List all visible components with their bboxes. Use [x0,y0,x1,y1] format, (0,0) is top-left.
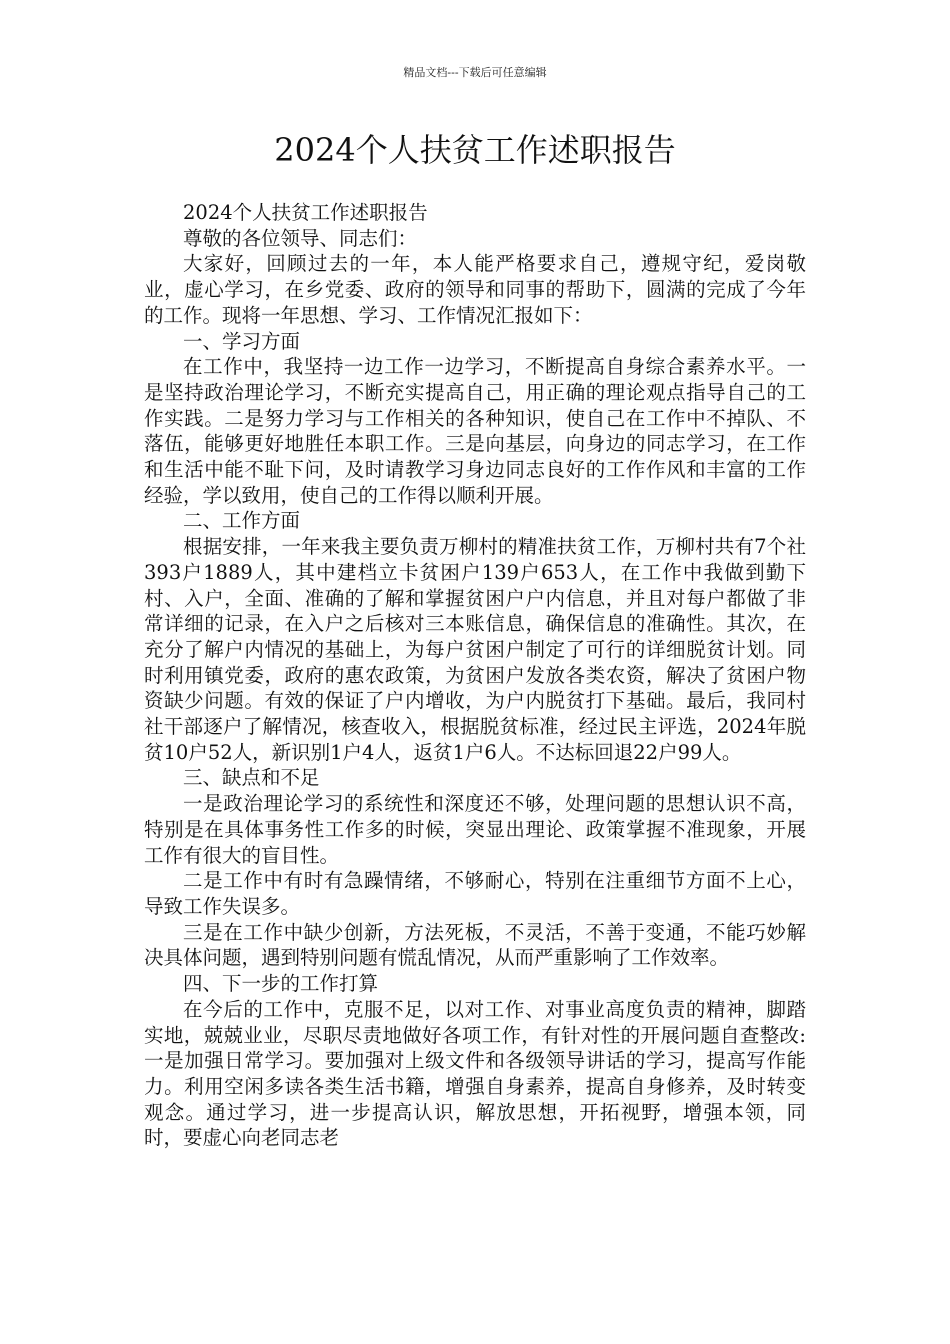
body-paragraph: 大家好，回顾过去的一年，本人能严格要求自己，遵规守纪，爱岗敬业，虚心学习，在乡党委、政府的领导和同事的帮助下，圆满的完成了今年的工作。现将一年思想、学习、工作情况汇报如下： [144,252,806,327]
body-paragraph: 根据安排，一年来我主要负责万柳村的精准扶贫工作，万柳村共有7个社393户1889人，其中建档立卡贫困户139户653人，在工作中我做到勤下村、入户，全面、准确的了解和掌握贫困户户内信息，并且对每户都做了非常详细的记录，在入户之后核对三本账信息，确保信息的准确性。其次，在充分了解户内情况的基础上，为每户贫困户制定了可行的详细脱贫计划。同时利用镇党委，政府的惠农政策，为贫困户发放各类农资，解决了贫困户物资缺少问题。有效的保证了户内增收，为户内脱贫打下基础。最后，我同村社干部逐户了解情况，核查收入，根据脱贫标准，经过民主评选，2024年脱贫10户52人，新识别1户4人，返贫1户6人。不达标回退22户99人。 [144,535,806,764]
page-header: 精品文档---下载后可任意编辑 [403,66,547,79]
section-heading: 三、缺点和不足 [183,766,320,790]
body-paragraph: 尊敬的各位领导、同志们： [183,226,418,250]
body-paragraph: 二是工作中有时有急躁情绪，不够耐心，特别在注重细节方面不上心，导致工作失误多。 [144,869,806,918]
body-paragraph: 在今后的工作中，克服不足，以对工作、对事业高度负责的精神，脚踏实地，兢兢业业，尽职尽责地做好各项工作，有针对性的开展问题自查整改:一是加强日常学习。要加强对上级文件和各级领导讲话的学习，提高写作能力。利用空闲多读各类生活书籍，增强自身素养，提高自身修养，及时转变观念。通过学习，进一步提高认识，解放思想，开拓视野，增强本领，同时，要虚心向老同志老 [144,997,806,1150]
section-heading: 二、工作方面 [183,509,301,533]
body-paragraph: 一是政治理论学习的系统性和深度还不够，处理问题的思想认识不高，特别是在具体事务性工作多的时候，突显出理论、政策掌握不准现象，开展工作有很大的盲目性。 [144,792,806,867]
section-heading: 一、学习方面 [183,329,301,353]
body-paragraph: 2024个人扶贫工作述职报告 [183,201,428,224]
document-title: 2024个人扶贫工作述职报告 [274,131,676,169]
body-paragraph: 三是在工作中缺少创新，方法死板，不灵活，不善于变通，不能巧妙解决具体问题，遇到特别问题有慌乱情况，从而严重影响了工作效率。 [144,920,806,970]
body-paragraph: 在工作中，我坚持一边工作一边学习，不断提高自身综合素养水平。一是坚持政治理论学习，不断充实提高自己，用正确的理论观点指导自己的工作实践。二是努力学习与工作相关的各种知识，使自己在工作中不掉队、不落伍，能够更好地胜任本职工作。三是向基层，向身边的同志学习，在工作和生活中能不耻下问，及时请教学习身边同志良好的工作作风和丰富的工作经验，学以致用，使自己的工作得以顺利开展。 [144,355,806,507]
section-heading: 四、下一步的工作打算 [183,972,379,996]
document-body [144,200,806,1151]
